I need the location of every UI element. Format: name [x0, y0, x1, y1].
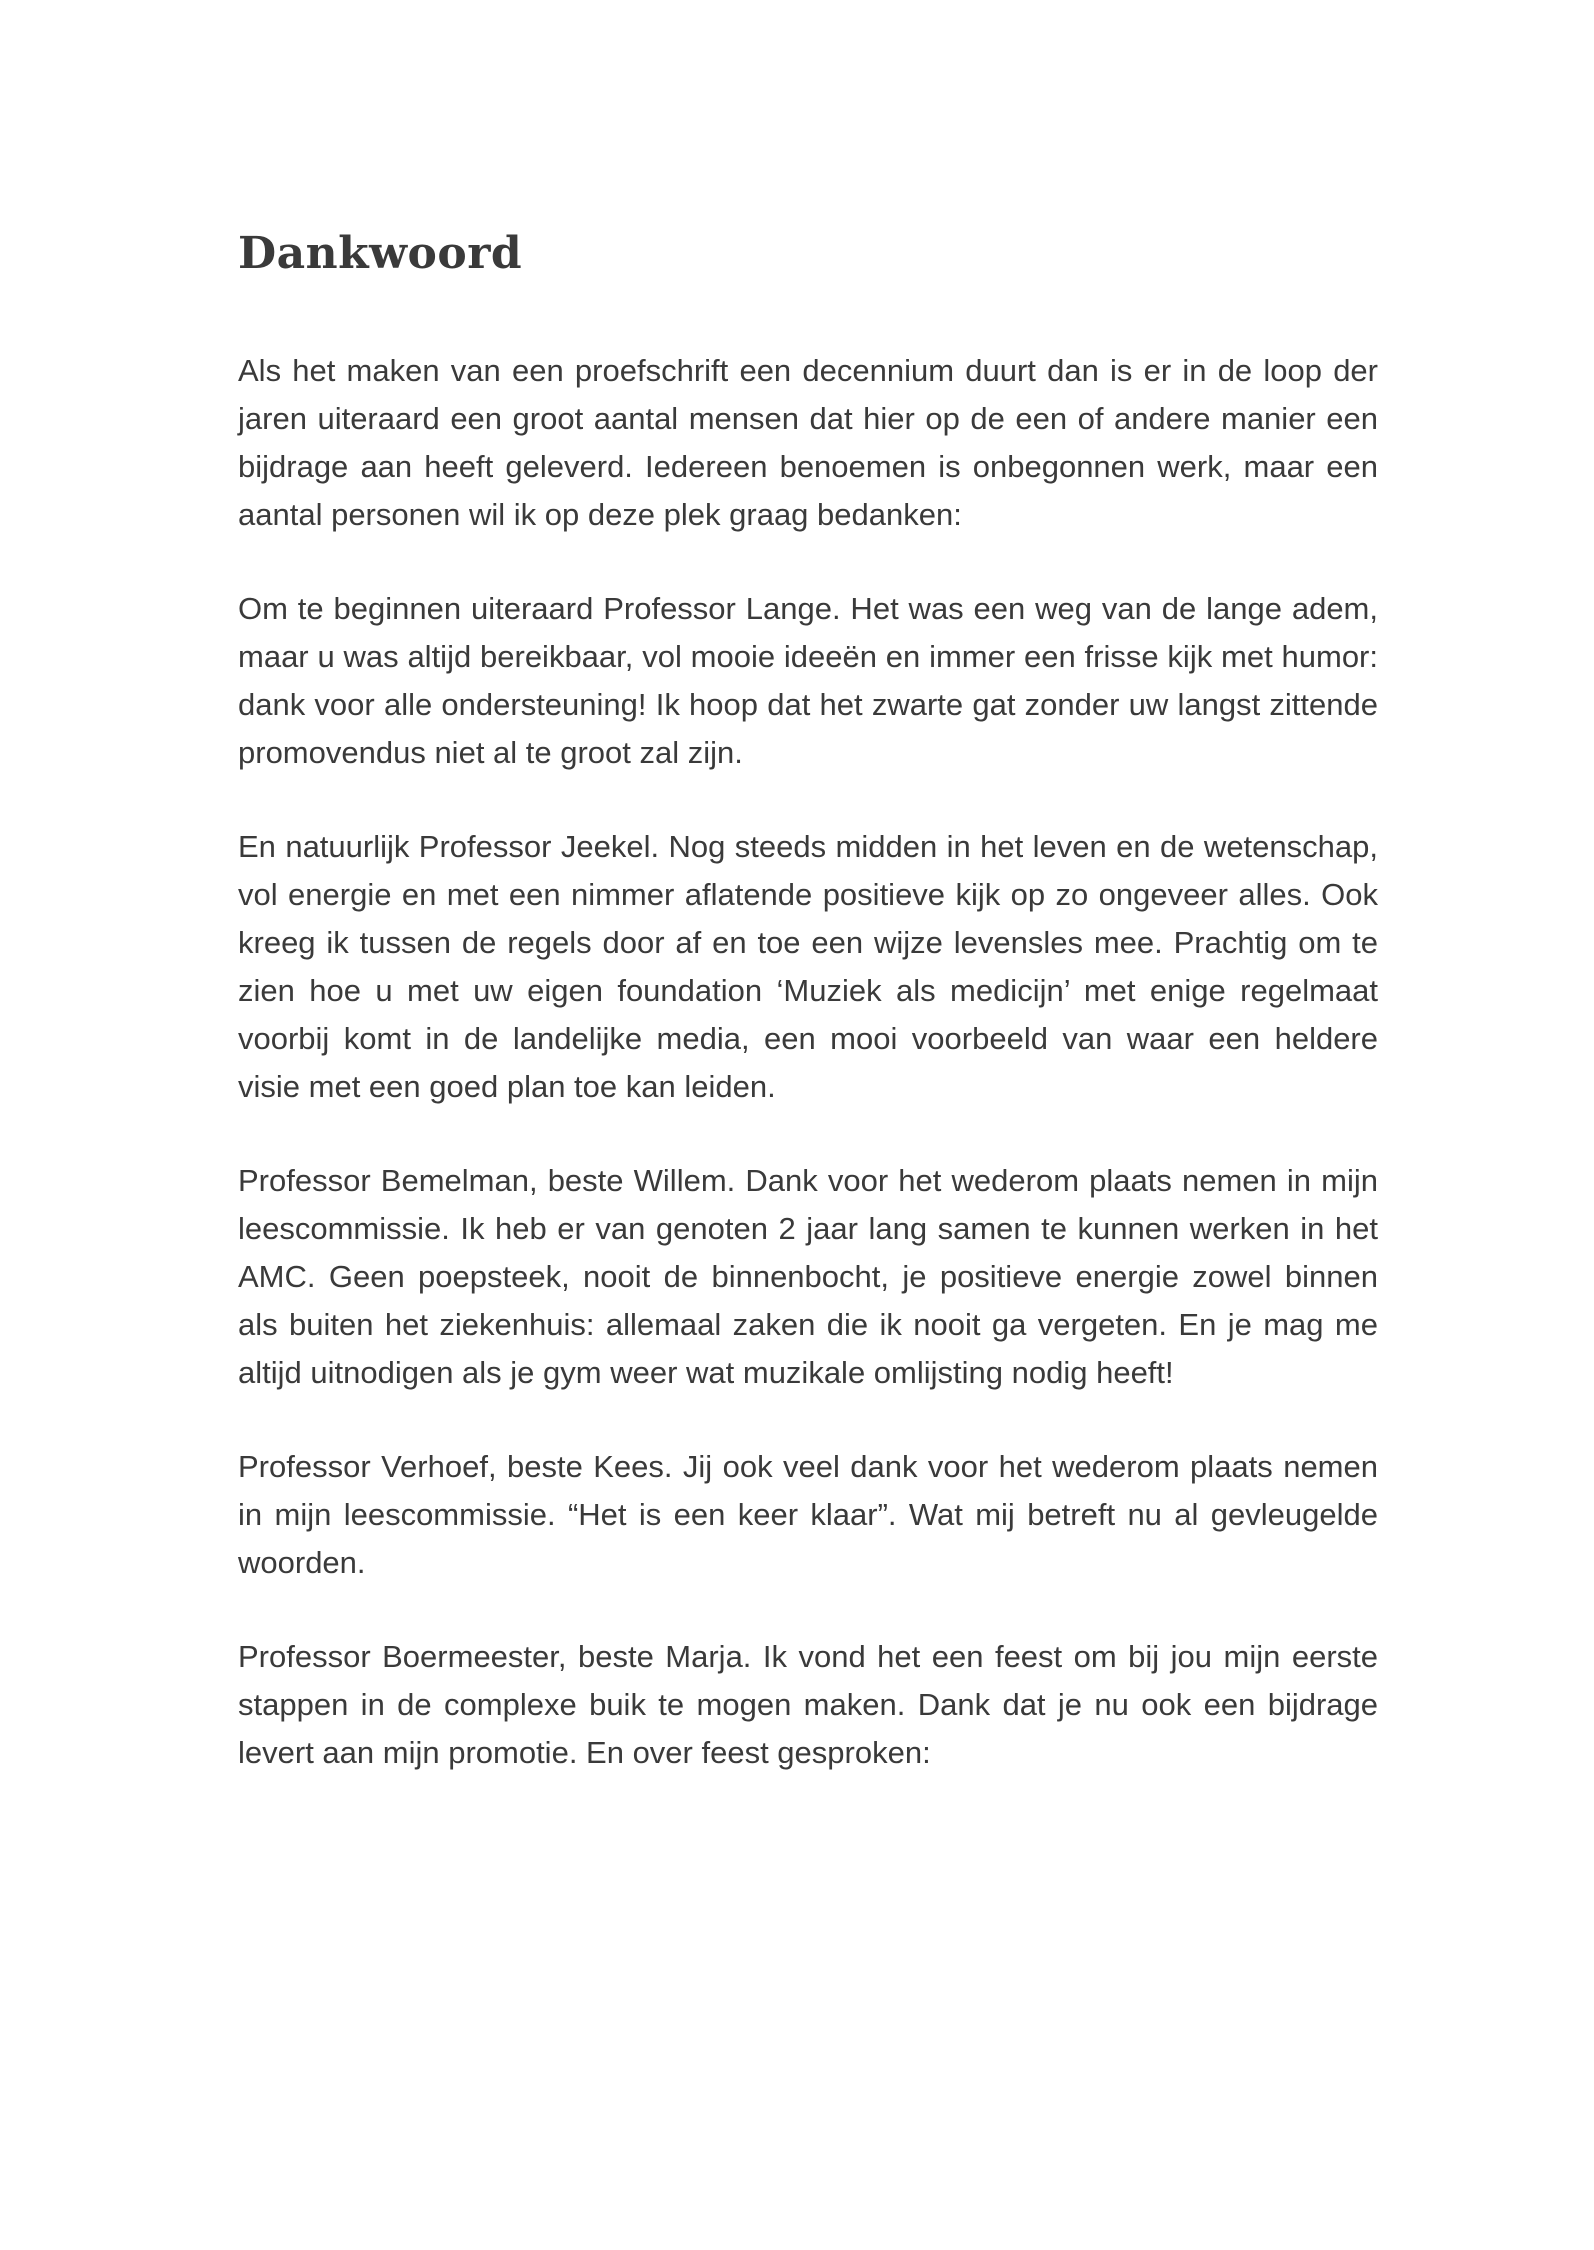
paragraph-professor-lange: Om te beginnen uiteraard Professor Lange. Het was een weg van de lange adem, maar u was altijd bereikbaar, vol mooie ideeën en immer een frisse kijk met humor: dank voor alle ondersteuning! Ik hoop dat het zwarte gat zonder uw langst zittende promovendus niet al te groot zal zijn. [238, 590, 1378, 770]
paragraph-professor-boermeester: Professor Boermeester, beste Marja. Ik vond het een feest om bij jou mijn eerste stappen in de complexe buik te mogen maken. Dank dat je nu ook een bijdrage levert aan mijn promotie. En over feest gesproken: [238, 1638, 1378, 1770]
paragraph-professor-verhoef: Professor Verhoef, beste Kees. Jij ook veel dank voor het wederom plaats nemen in mijn leescommissie. “Het is een keer klaar”. Wat mij betreft nu al gevleugelde woorden. [238, 1448, 1378, 1580]
page-title: Dankwoord [238, 228, 523, 279]
paragraph-intro: Als het maken van een proefschrift een decennium duurt dan is er in de loop der jaren uiteraard een groot aantal mensen dat hier op de een of andere manier een bijdrage aan heeft geleverd. Iedereen benoemen is onbegonnen werk, maar een aantal personen wil ik op deze plek graag bedanken: [238, 352, 1378, 532]
text-column [238, 228, 1378, 1777]
paragraph-professor-bemelman: Professor Bemelman, beste Willem. Dank voor het wederom plaats nemen in mijn leescommissie. Ik heb er van genoten 2 jaar lang samen te kunnen werken in het AMC. Geen poepsteek, nooit de binnenbocht, je positieve energie zowel binnen als buiten het ziekenhuis: allemaal zaken die ik nooit ga vergeten. En je mag me altijd uitnodigen als je gym weer wat muzikale omlijsting nodig heeft! [238, 1162, 1378, 1390]
paragraph-professor-jeekel: En natuurlijk Professor Jeekel. Nog steeds midden in het leven en de wetenschap, vol energie en met een nimmer aflatende positieve kijk op zo ongeveer alles. Ook kreeg ik tussen de regels door af en toe een wijze levensles mee. Prachtig om te zien hoe u met uw eigen foundation ‘Muziek als medicijn’ met enige regelmaat voorbij komt in de landelijke media, een mooi voorbeeld van waar een heldere visie met een goed plan toe kan leiden. [238, 828, 1378, 1104]
